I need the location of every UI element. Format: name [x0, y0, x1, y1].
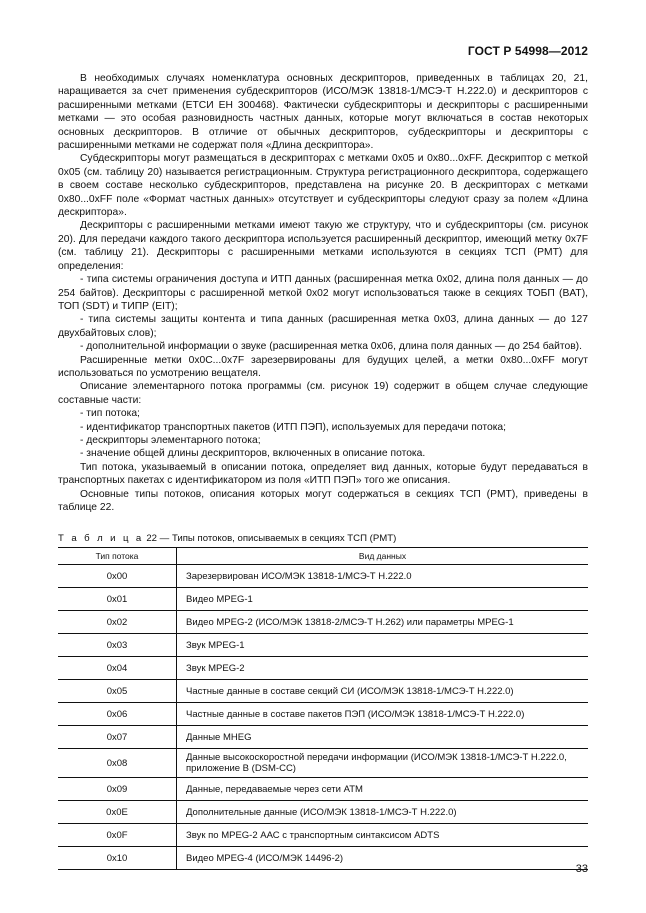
table-row — [58, 824, 588, 847]
page-number: 33 — [575, 863, 588, 875]
table-caption-label: Т а б л и ц а — [58, 533, 144, 544]
paragraph: Субдескрипторы могут размещаться в дескрипторах с метками 0x05 и 0x80...0xFF. Дескриптор с меткой 0x05 (см. таблицу 20) называется регистрационным. Структура регистрационного дескриптора, содержащего в своем составе несколько субдескрипторов, представлена на рисунке 20. В дескрипторах с метками 0x80...0xFF поле «Формат частных данных» отсутствует и субдескрипторы следуют сразу за полем «Длина дескриптора». — [58, 153, 588, 219]
table-row — [58, 565, 588, 588]
stream-data-kind: Зарезервирован ИСО/МЭК 13818-1/МСЭ-Т Н.222.0 — [177, 565, 589, 588]
table-row — [58, 703, 588, 726]
stream-data-kind: Видео MPEG-1 — [177, 588, 589, 611]
table-row — [58, 634, 588, 657]
stream-type-code: 0x09 — [58, 778, 177, 801]
stream-type-code: 0x00 — [58, 565, 177, 588]
paragraph: Тип потока, указываемый в описании потока, определяет вид данных, которые будут передаваться в транспортных пакетах с идентификатором из поля «ИТП ПЭП» тогo же описания. — [58, 461, 588, 487]
paragraph: Дескрипторы с расширенными метками имеют такую же структуру, что и субдескрипторы (см. рисунок 20). Для передачи каждого такого дескриптора используется расширенный дескриптор, имеющий метку 0x7F (см. таблицу 21). Дескрипторы с расширенными метками используются в секциях ТСП (PMT) для определения: — [58, 220, 588, 272]
stream-type-code: 0x10 — [58, 847, 177, 870]
stream-type-code: 0x07 — [58, 726, 177, 749]
document-header: ГОСТ Р 54998—2012 — [467, 44, 588, 58]
paragraph: - идентификатор транспортных пакетов (ИТП ПЭП), используемых для передачи потока; — [80, 421, 507, 433]
table-row — [58, 801, 588, 824]
stream-data-kind: Звук MPEG-2 — [177, 657, 589, 680]
paragraph: В необходимых случаях номенклатура основных дескрипторов, приведенных в таблицах 20, 21, наращивается за счет применения субдескрипторов (ИСО/МЭК 13818-1/МСЭ-Т Н.222.0) и дескрипторов с расширенными метками (ЕТСИ ЕН 300468). Фактически субдескрипторы и дескрипторы с расширенными метками — это особая разновидность частных данных, которые могут включаться в состав некоторых основных дескрипторов. В отличие от обычных дескрипторов, субдескрипторы и дескрипторы с расширенными метками не содержат поля «Длина дескриптора». — [58, 73, 588, 152]
column-header-stream-type: Тип потока — [58, 548, 177, 565]
table-caption — [58, 533, 396, 544]
table-row — [58, 847, 588, 870]
stream-data-kind: Видео MPEG-4 (ИСО/МЭК 14496-2) — [177, 847, 589, 870]
table-row — [58, 657, 588, 680]
stream-type-code: 0x03 — [58, 634, 177, 657]
table-row — [58, 749, 588, 778]
stream-data-kind: Данные MHEG — [177, 726, 589, 749]
stream-type-code: 0x0E — [58, 801, 177, 824]
paragraph: - значение общей длины дескрипторов, включенных в описание потока. — [80, 448, 426, 460]
table-caption-text: 22 — Типы потоков, описываемых в секциях ТСП (PMT) — [146, 533, 397, 544]
stream-type-code: 0x01 — [58, 588, 177, 611]
column-header-data-kind: Вид данных — [177, 548, 589, 565]
stream-data-kind: Видео MPEG-2 (ИСО/МЭК 13818-2/МСЭ-Т Н.262) или параметры MPEG-1 — [177, 611, 589, 634]
table-body — [58, 565, 588, 870]
table-row — [58, 680, 588, 703]
stream-type-code: 0x04 — [58, 657, 177, 680]
stream-types-table — [58, 547, 588, 870]
table-row — [58, 726, 588, 749]
paragraph: - типа системы защиты контента и типа данных (расширенная метка 0x03, длина данных — до 127 двухбайтовых слов); — [58, 314, 588, 339]
stream-data-kind: Звук MPEG-1 — [177, 634, 589, 657]
table-row — [58, 588, 588, 611]
stream-type-code: 0x02 — [58, 611, 177, 634]
stream-type-code: 0x0F — [58, 824, 177, 847]
stream-data-kind: Частные данные в составе пакетов ПЭП (ИСО/МЭК 13818-1/МСЭ-Т Н.222.0) — [177, 703, 589, 726]
paragraph: - тип потока; — [80, 408, 140, 420]
stream-data-kind: Частные данные в составе секций СИ (ИСО/МЭК 13818-1/МСЭ-Т Н.222.0) — [177, 680, 589, 703]
table-row — [58, 778, 588, 801]
stream-type-code: 0x08 — [58, 749, 177, 778]
stream-type-code: 0x06 — [58, 703, 177, 726]
stream-data-kind: Дополнительные данные (ИСО/МЭК 13818-1/МСЭ-Т Н.222.0) — [177, 801, 589, 824]
paragraph: - дескрипторы элементарного потока; — [80, 434, 261, 446]
paragraph: Расширенные метки 0x0C...0x7F зарезервированы для будущих целей, а метки 0x80...0xFF могут использоваться по усмотрению вещателя. — [58, 354, 588, 379]
stream-type-code: 0x05 — [58, 680, 177, 703]
paragraph: - дополнительной информации о звуке (расширенная метка 0x06, длина поля данных — до 254 байтов). — [80, 341, 582, 353]
table-row — [58, 611, 588, 634]
paragraph: - типа системы ограничения доступа и ИТП данных (расширенная метка 0x02, длина поля данных — до 254 байтов). Дескрипторы с расширенной меткой 0x02 могут использоваться также в секциях ТОБП (BAT), ТОП (SDT) и ТИПР (EIT); — [58, 274, 588, 312]
paragraph: Основные типы потоков, описания которых могут содержаться в секциях ТСП (PMT), приведены в таблице 22. — [58, 488, 588, 513]
stream-data-kind: Звук по MPEG-2 ААС с транспортным синтаксисом ADTS — [177, 824, 589, 847]
body-text — [58, 72, 588, 514]
stream-data-kind: Данные высокоскоростной передачи информации (ИСО/МЭК 13818-1/МСЭ-Т Н.222.0, приложение В (DSM-CC) — [177, 749, 589, 778]
paragraph: Описание элементарного потока программы (см. рисунок 19) содержит в общем случае следующие составные части: — [58, 381, 588, 406]
table-header-row — [58, 548, 588, 565]
stream-data-kind: Данные, передаваемые через сети АТМ — [177, 778, 589, 801]
